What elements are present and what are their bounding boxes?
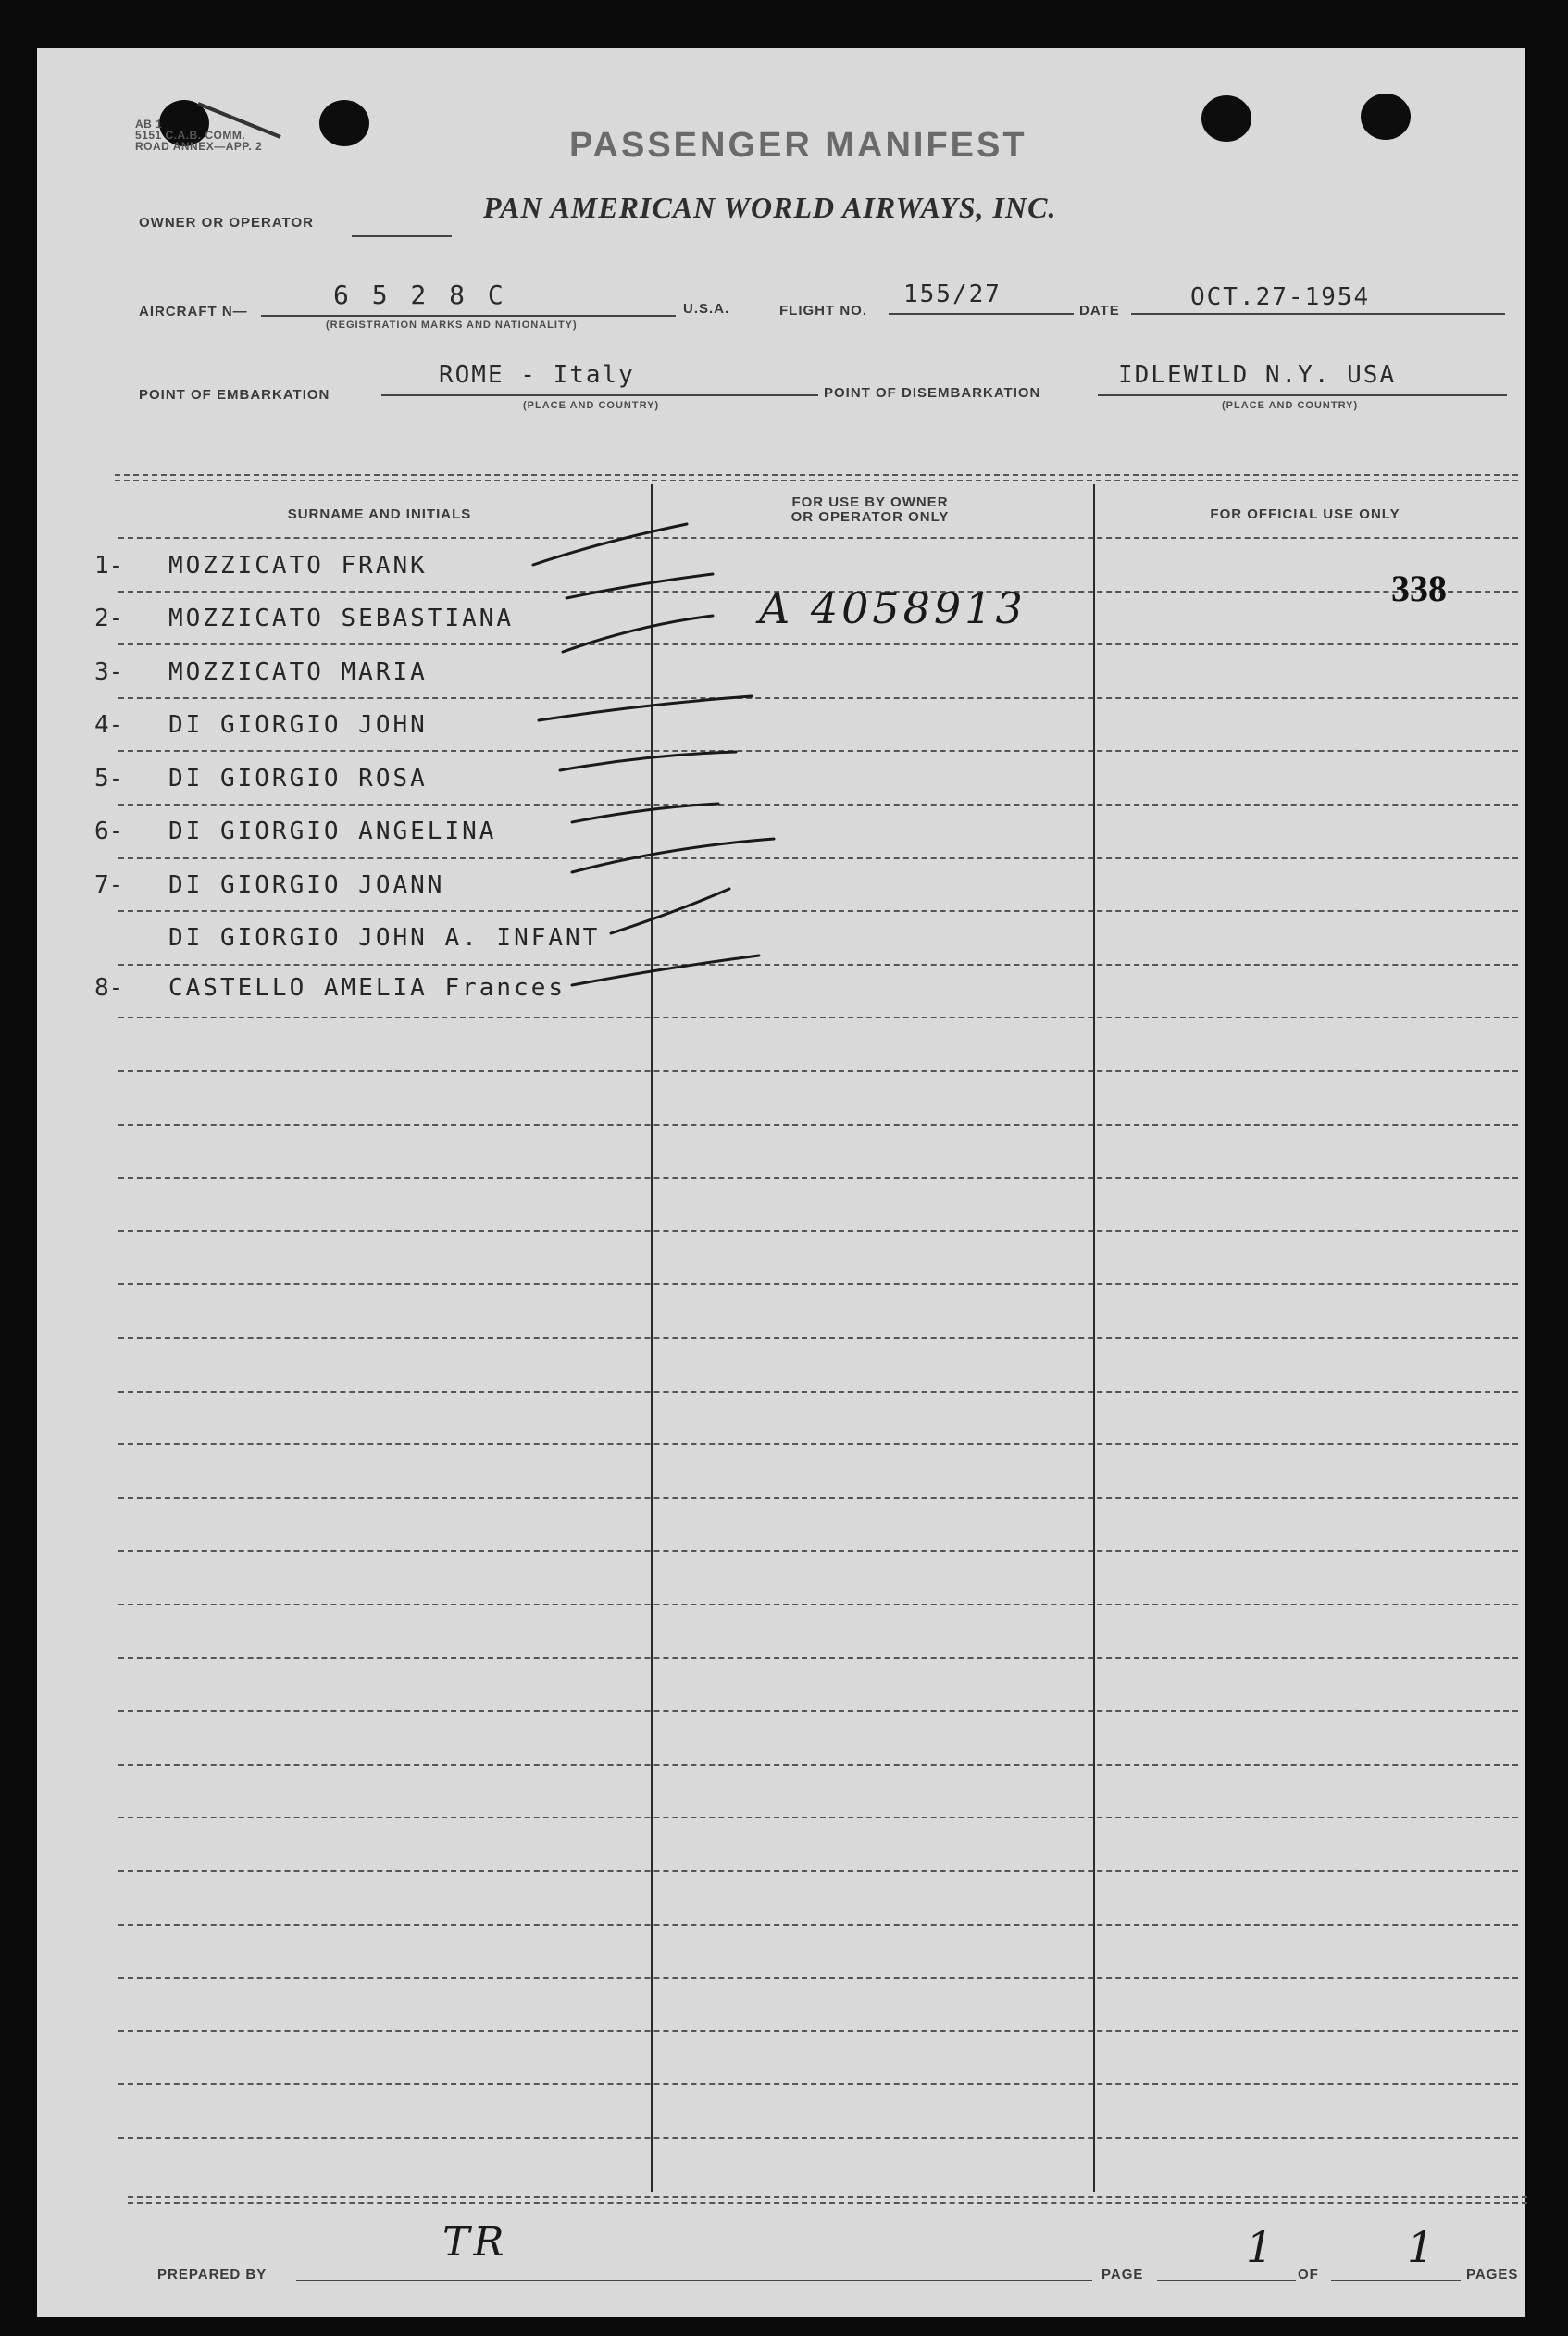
passenger-name: DI GIORGIO ANGELINA <box>168 818 497 845</box>
check-mark <box>611 889 729 933</box>
passenger-name: DI GIORGIO JOHN A. INFANT <box>168 924 601 952</box>
official-stamp: 338 <box>1391 568 1447 609</box>
disembarkation-value: IDLEWILD N.Y. USA <box>1118 361 1397 389</box>
operator-name: PAN AMERICAN WORLD AIRWAYS, INC. <box>483 191 1057 224</box>
check-mark <box>539 696 752 720</box>
passenger-name: DI GIORGIO JOHN <box>168 711 428 739</box>
check-mark <box>563 616 713 652</box>
embarkation-value: ROME - Italy <box>439 361 635 389</box>
disembarkation-label: POINT OF DISEMBARKATION <box>824 385 1041 401</box>
owner-label: OWNER OR OPERATOR <box>139 215 314 231</box>
embarkation-label: POINT OF EMBARKATION <box>139 387 330 403</box>
passenger-number: 6- <box>94 818 124 845</box>
passenger-name: MOZZICATO MARIA <box>168 658 428 686</box>
check-mark <box>566 574 713 598</box>
registration-caption: (REGISTRATION MARKS AND NATIONALITY) <box>326 319 578 331</box>
date-value: OCT.27-1954 <box>1190 283 1371 311</box>
page-label: PAGE <box>1101 2267 1144 2282</box>
prepared-underline <box>296 2280 1092 2281</box>
passenger-number: 3- <box>94 658 124 686</box>
passenger-number: 7- <box>94 871 124 899</box>
date-label: DATE <box>1079 303 1120 319</box>
preparer-initials: TR <box>442 2218 508 2266</box>
passenger-number: 8- <box>94 974 124 1002</box>
usa-label: U.S.A. <box>683 301 730 317</box>
column-header-surname: SURNAME AND INITIALS <box>287 506 472 522</box>
check-mark <box>533 524 687 565</box>
aircraft-label: AIRCRAFT N— <box>139 304 248 319</box>
check-mark <box>560 752 736 770</box>
total-pages: 1 <box>1407 2222 1438 2272</box>
form-title: PASSENGER MANIFEST <box>569 126 1027 165</box>
pages-label: PAGES <box>1466 2267 1519 2282</box>
column-header-owner-use: FOR USE BY OWNER OR OPERATOR ONLY <box>790 494 950 525</box>
form-code: AB 1 5151 C.A.B. COMM. ROAD ANNEX—APP. 2 <box>135 118 263 153</box>
table-bottom-rule <box>128 2202 1527 2204</box>
passenger-name: CASTELLO AMELIA Frances <box>168 974 566 1002</box>
column-header-official-use: FOR OFFICIAL USE ONLY <box>1210 506 1400 522</box>
aircraft-number: 6 5 2 8 C <box>333 280 507 310</box>
prepared-label: PREPARED BY <box>157 2267 268 2282</box>
passenger-name: DI GIORGIO ROSA <box>168 765 428 793</box>
flight-label: FLIGHT NO. <box>779 303 867 319</box>
handwritten-number: A 4058913 <box>759 583 1027 633</box>
passenger-number: 4- <box>94 711 124 739</box>
pages-underline <box>1331 2280 1461 2281</box>
check-mark <box>572 839 774 872</box>
passenger-number: 2- <box>94 605 124 632</box>
passenger-name: MOZZICATO FRANK <box>168 552 428 580</box>
flight-number: 155/27 <box>903 281 1002 308</box>
page-underline <box>1157 2280 1296 2281</box>
table-bottom-rule <box>128 2196 1527 2198</box>
place-caption-2: (PLACE AND COUNTRY) <box>1222 400 1359 411</box>
page-number: 1 <box>1246 2222 1277 2272</box>
passenger-name: DI GIORGIO JOANN <box>168 871 445 899</box>
check-mark <box>572 956 759 985</box>
check-mark <box>572 804 718 822</box>
passenger-number: 1- <box>94 552 124 580</box>
passenger-name: MOZZICATO SEBASTIANA <box>168 605 515 632</box>
passenger-number: 5- <box>94 765 124 793</box>
place-caption-1: (PLACE AND COUNTRY) <box>523 400 660 411</box>
of-label: OF <box>1298 2267 1319 2282</box>
